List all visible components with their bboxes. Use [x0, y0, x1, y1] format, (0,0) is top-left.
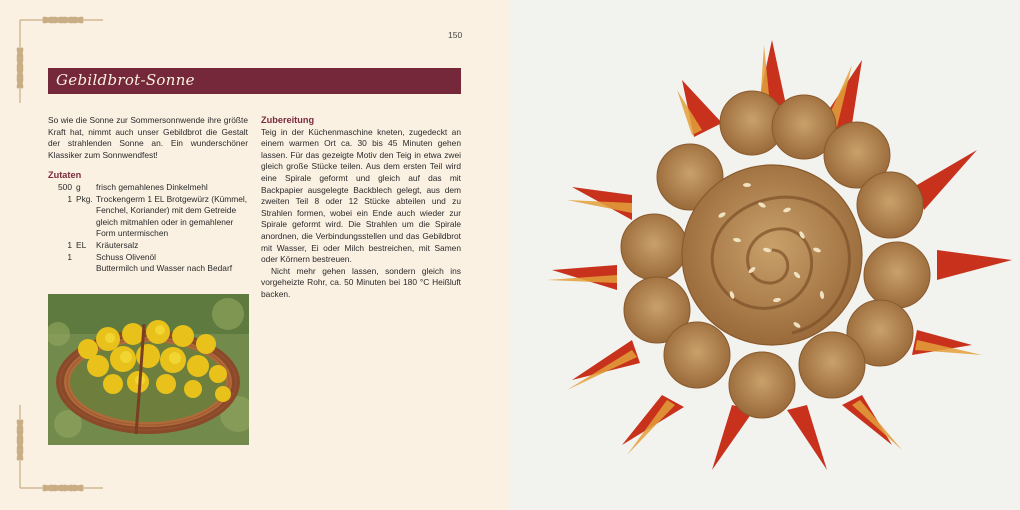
ingredient-unit: EL — [76, 239, 87, 250]
sun-bread-image — [510, 0, 1020, 510]
ingredient-qty: 1 — [67, 193, 72, 204]
ingredient-unit: Pkg. — [76, 193, 93, 204]
recipe-title: Gebildbrot-Sonne — [56, 71, 195, 89]
preparation-heading: Zubereitung — [261, 115, 315, 125]
ingredient-item: Buttermilch und Wasser nach Bedarf — [96, 263, 233, 274]
right-page-photo — [510, 0, 1020, 510]
ingredient-qty: 1 — [67, 239, 72, 250]
preparation-paragraph: Teig in der Küchenmaschine kneten, zugedeckt an einem warmen Ort ca. 30 bis 45 Minuten gehen lassen. Für das gezeigte Motiv den Teig in etwa zwei gleich große Stücke teilen. Aus dem ersten Teil wird eine Spirale geformt und gleich auf das mit Backpapier ausgelegte Backblech gelegt, aus dem zweiten Teil 8 oder 12 Stücke abteilen und zu Strahlen formen, wobei ein Ende auch wieder zur Spirale geformt wird. Die Strahlen um die Spirale anordnen, die Verbindungsstellen und das Gebildbrot mit Wasser, Ei oder Milch bestreichen, mit Samen oder Körnern bestreuen. — [261, 126, 461, 265]
ingredient-qty — [48, 263, 76, 275]
ingredient-item: Trockengerm 1 EL Brotgewürz (Kümmel, Fenchel, Koriander) mit dem Getreide gleich mitmahlen oder in gemahlener Form untermischen — [96, 193, 248, 239]
ingredient-item: Kräutersalz — [96, 239, 139, 250]
ingredient-item: frisch gemahlenes Dinkelmehl — [96, 181, 208, 192]
preparation-paragraph: Nicht mehr gehen lassen, sondern gleich ins vorgeheizte Rohr, ca. 50 Minuten bei 180 °C Heißluft backen. — [261, 265, 461, 299]
intro-paragraph: So wie die Sonne zur Sommersonnwende ihre größte Kraft hat, nimmt auch unser Gebildbrot die Gestalt der strahlenden Sonne an. Ein wunderschöner Klassiker zum Sonnwendfest! — [48, 115, 248, 160]
basket-flowers-photo — [48, 294, 249, 445]
ingredient-row — [48, 263, 248, 275]
ingredient-qty: 1 — [67, 251, 72, 262]
left-text-column — [48, 115, 248, 275]
ingredient-unit — [76, 263, 96, 275]
ingredients-heading: Zutaten — [48, 170, 82, 181]
preparation-column — [261, 115, 461, 301]
ingredients-list — [48, 182, 248, 275]
ingredient-unit: g — [76, 181, 81, 192]
ingredient-qty: 500 — [58, 181, 72, 192]
ingredient-row — [48, 182, 248, 194]
ingredient-unit — [76, 252, 96, 264]
ingredient-row — [48, 252, 248, 264]
recipe-title-bar — [48, 68, 461, 94]
ingredient-item: Schuss Olivenöl — [96, 251, 157, 262]
page-number: 150 — [448, 30, 463, 40]
ingredient-row — [48, 240, 248, 252]
ingredient-row — [48, 194, 248, 240]
